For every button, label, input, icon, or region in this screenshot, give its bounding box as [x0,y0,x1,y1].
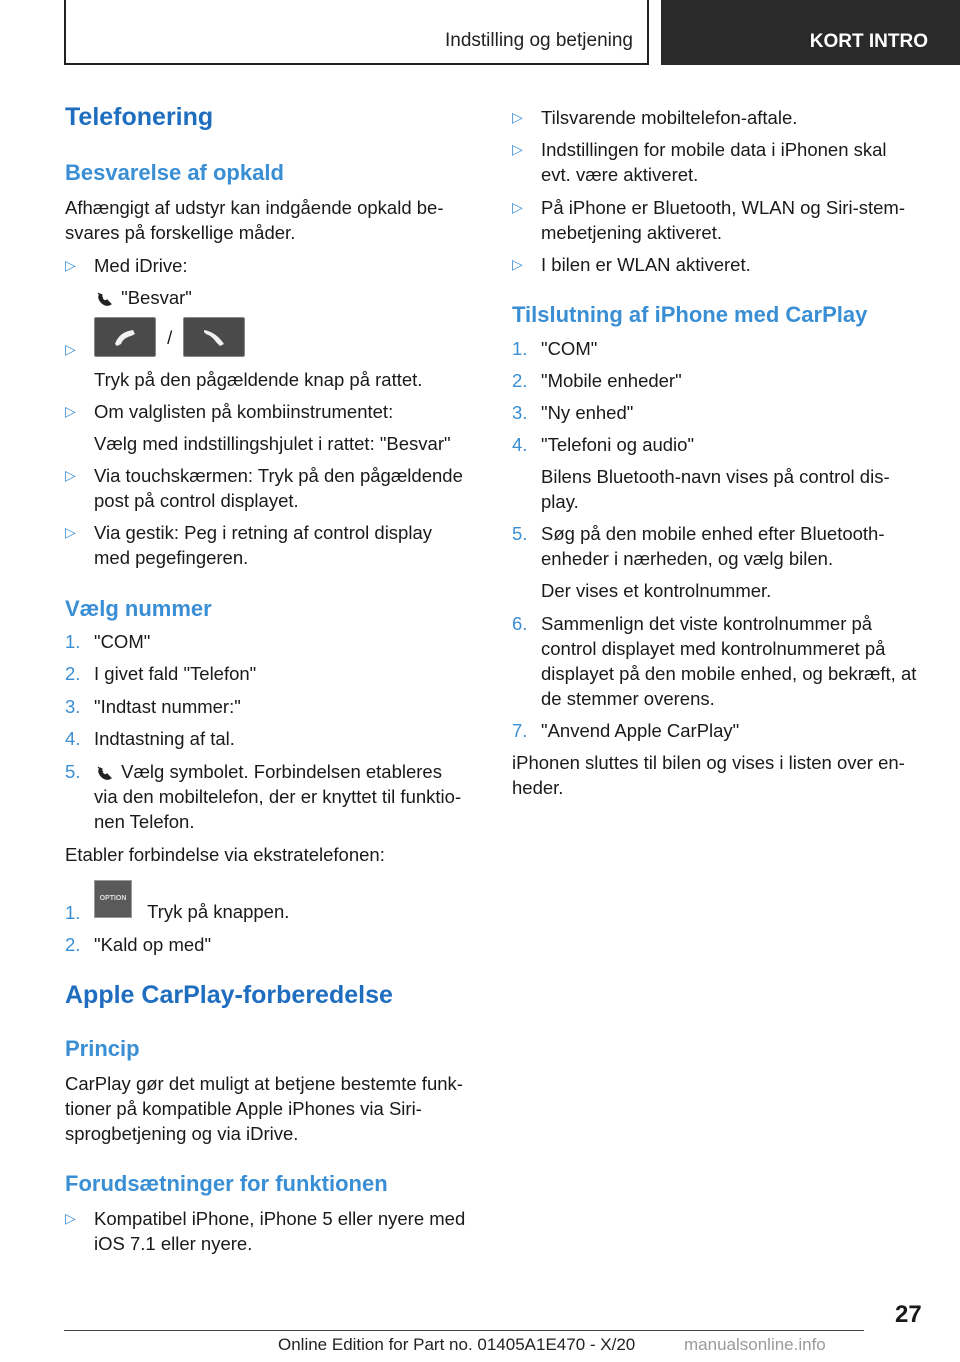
phone-accept-key-icon [94,317,156,357]
phone-handset-icon [94,764,116,782]
step-number: 5. [512,523,528,544]
bullet-marker: ▷ [65,257,76,273]
heading-telefonering: Telefonering [65,103,214,131]
paragraph-line: iPhonen sluttes til bilen og vises i listen over en- [512,752,905,773]
bullet-marker: ▷ [512,199,523,215]
bullet-line: Via gestik: Peg i retning af control display [94,522,432,543]
step-line: Der vises et kontrolnummer. [541,580,772,601]
step-number: 3. [65,696,81,717]
step-text [94,880,480,922]
phone-handset-icon [94,290,116,308]
step-line: via den mobiltelefon, der er knyttet til funktio- [94,786,462,807]
paragraph-line: tioner på kompatible Apple iPhones via Siri- [65,1098,422,1119]
step-number: 2. [512,370,528,391]
bullet-line: mebetjening aktiveret. [541,222,722,243]
step-text [94,759,480,834]
step-text: "Ny enhed" [541,402,634,423]
header-chapter-box [661,0,960,65]
phone-hangup-key-icon [183,317,245,357]
step-text [541,521,932,603]
key-separator: / [167,326,173,348]
paragraph-line: sprogbetjening og via iDrive. [65,1123,299,1144]
step-number: 6. [512,613,528,634]
bullet-text: Om valglisten på kombiinstrumentet: [94,401,394,422]
step-number: 2. [65,934,81,955]
paragraph-etabler: Etabler forbindelse via ekstratelefonen: [65,844,385,865]
bullet-text [94,463,480,513]
step-line [94,759,480,784]
bullet-line: evt. være aktiveret. [541,164,699,185]
bullet-marker: ▷ [512,141,523,157]
bullet-marker: ▷ [65,403,76,419]
bullet-line: iOS 7.1 eller nyere. [94,1233,253,1254]
step-line: play. [541,491,579,512]
footer-divider [64,1330,864,1331]
step-number: 1. [512,338,528,359]
steering-keys [94,317,480,357]
paragraph-line: Afhængigt af udstyr kan indgående opkald be- [65,197,444,218]
step-number: 3. [512,402,528,423]
bullet-line: På iPhone er Bluetooth, WLAN og Siri-stem- [541,197,905,218]
step-number: 4. [65,728,81,749]
bullet-text [94,1206,480,1256]
heading-princip: Princip [65,1036,140,1061]
heading-vaelg-nummer: Vælg nummer [65,596,212,621]
bullet-text [541,195,932,245]
bullet-line: med pegefingeren. [94,547,249,568]
header-section-box [64,0,649,65]
step-line: Bilens Bluetooth-navn vises på control dis- [541,466,890,487]
step-line: displayet på den mobile enhed, og bekræft, at [541,663,917,684]
step-text: "COM" [541,338,598,359]
bullet-marker: ▷ [512,256,523,272]
step-text: I givet fald "Telefon" [94,663,257,684]
heading-forudsaetninger: Forudsætninger for funktionen [65,1171,388,1196]
step-text [541,611,932,711]
bullet-marker: ▷ [65,467,76,483]
bullet-text: Tilsvarende mobiltelefon-aftale. [541,107,798,128]
header-chapter-title: KORT INTRO [809,31,928,52]
edition-text: Online Edition for Part no. 01405A1E470 - X/20 [278,1335,636,1354]
step-number: 5. [65,761,81,782]
ext-step-1-text: Tryk på knappen. [147,901,290,922]
step-line: Sammenlign det viste kontrolnummer på [541,613,873,634]
paragraph-princip [65,1071,480,1146]
step-line: "Telefoni og audio" [541,434,695,455]
bullet-line: post på control displayet. [94,490,299,511]
watermark-text: manualsonline.info [684,1335,826,1354]
step-line: de stemmer overens. [541,688,715,709]
paragraph-besvarelse [65,195,480,245]
option-key-icon: OPTION [94,880,132,918]
bullet-marker: ▷ [65,524,76,540]
bullet-line: Indstillingen for mobile data i iPhonen skal [541,139,887,160]
step-text: "Mobile enheder" [541,370,682,391]
heading-tilslutning: Tilslutning af iPhone med CarPlay [512,302,868,327]
idrive-besvar-line [94,285,509,310]
paragraph-line: CarPlay gør det muligt at betjene bestemte funk- [65,1073,463,1094]
step-line: control displayet med kontrolnummeret på [541,638,886,659]
bullet-steering-keys [65,317,480,361]
page-number: 27 [895,1301,922,1328]
paragraph-line: svares på forskellige måder. [65,222,296,243]
besvar-label: "Besvar" [121,287,192,308]
step-number: 2. [65,663,81,684]
bullet-text [541,137,932,187]
step-number: 7. [512,720,528,741]
step-text: "Kald op med" [94,934,212,955]
heading-besvarelse: Besvarelse af opkald [65,160,284,185]
paragraph-result [512,750,932,800]
step-text [541,432,932,514]
step-text: "COM" [94,631,151,652]
step-line: enheder i nærheden, og vælg bilen. [541,548,834,569]
step-text: "Anvend Apple CarPlay" [541,720,740,741]
bullet-text [94,520,480,570]
paragraph-line: heder. [512,777,564,798]
bullet-marker: ▷ [65,341,76,357]
step-number: 1. [65,631,81,652]
heading-carplay: Apple CarPlay-forberedelse [65,981,393,1009]
step-number: 4. [512,434,528,455]
ext-step-1 [65,880,480,922]
step-number: 1. [65,902,81,923]
valglisten-sub: Vælg med indstillingshjulet i rattet: "Besvar" [94,433,451,454]
step-line: nen Telefon. [94,811,195,832]
step-line: Søg på den mobile enhed efter Bluetooth- [541,523,885,544]
bullet-marker: ▷ [65,1210,76,1226]
step-text: Indtastning af tal. [94,728,235,749]
bullet-text: I bilen er WLAN aktiveret. [541,254,751,275]
step-line-text: Vælg symbolet. Forbindelsen etableres [121,761,442,782]
steering-keys-text: Tryk på den pågældende knap på rattet. [94,369,423,390]
bullet-line: Kompatibel iPhone, iPhone 5 eller nyere med [94,1208,466,1229]
bullet-marker: ▷ [512,109,523,125]
bullet-text: Med iDrive: [94,255,188,276]
bullet-line: Via touchskærmen: Tryk på den pågældende [94,465,463,486]
header-section-title: Indstilling og betjening [444,30,633,51]
step-text: "Indtast nummer:" [94,696,241,717]
